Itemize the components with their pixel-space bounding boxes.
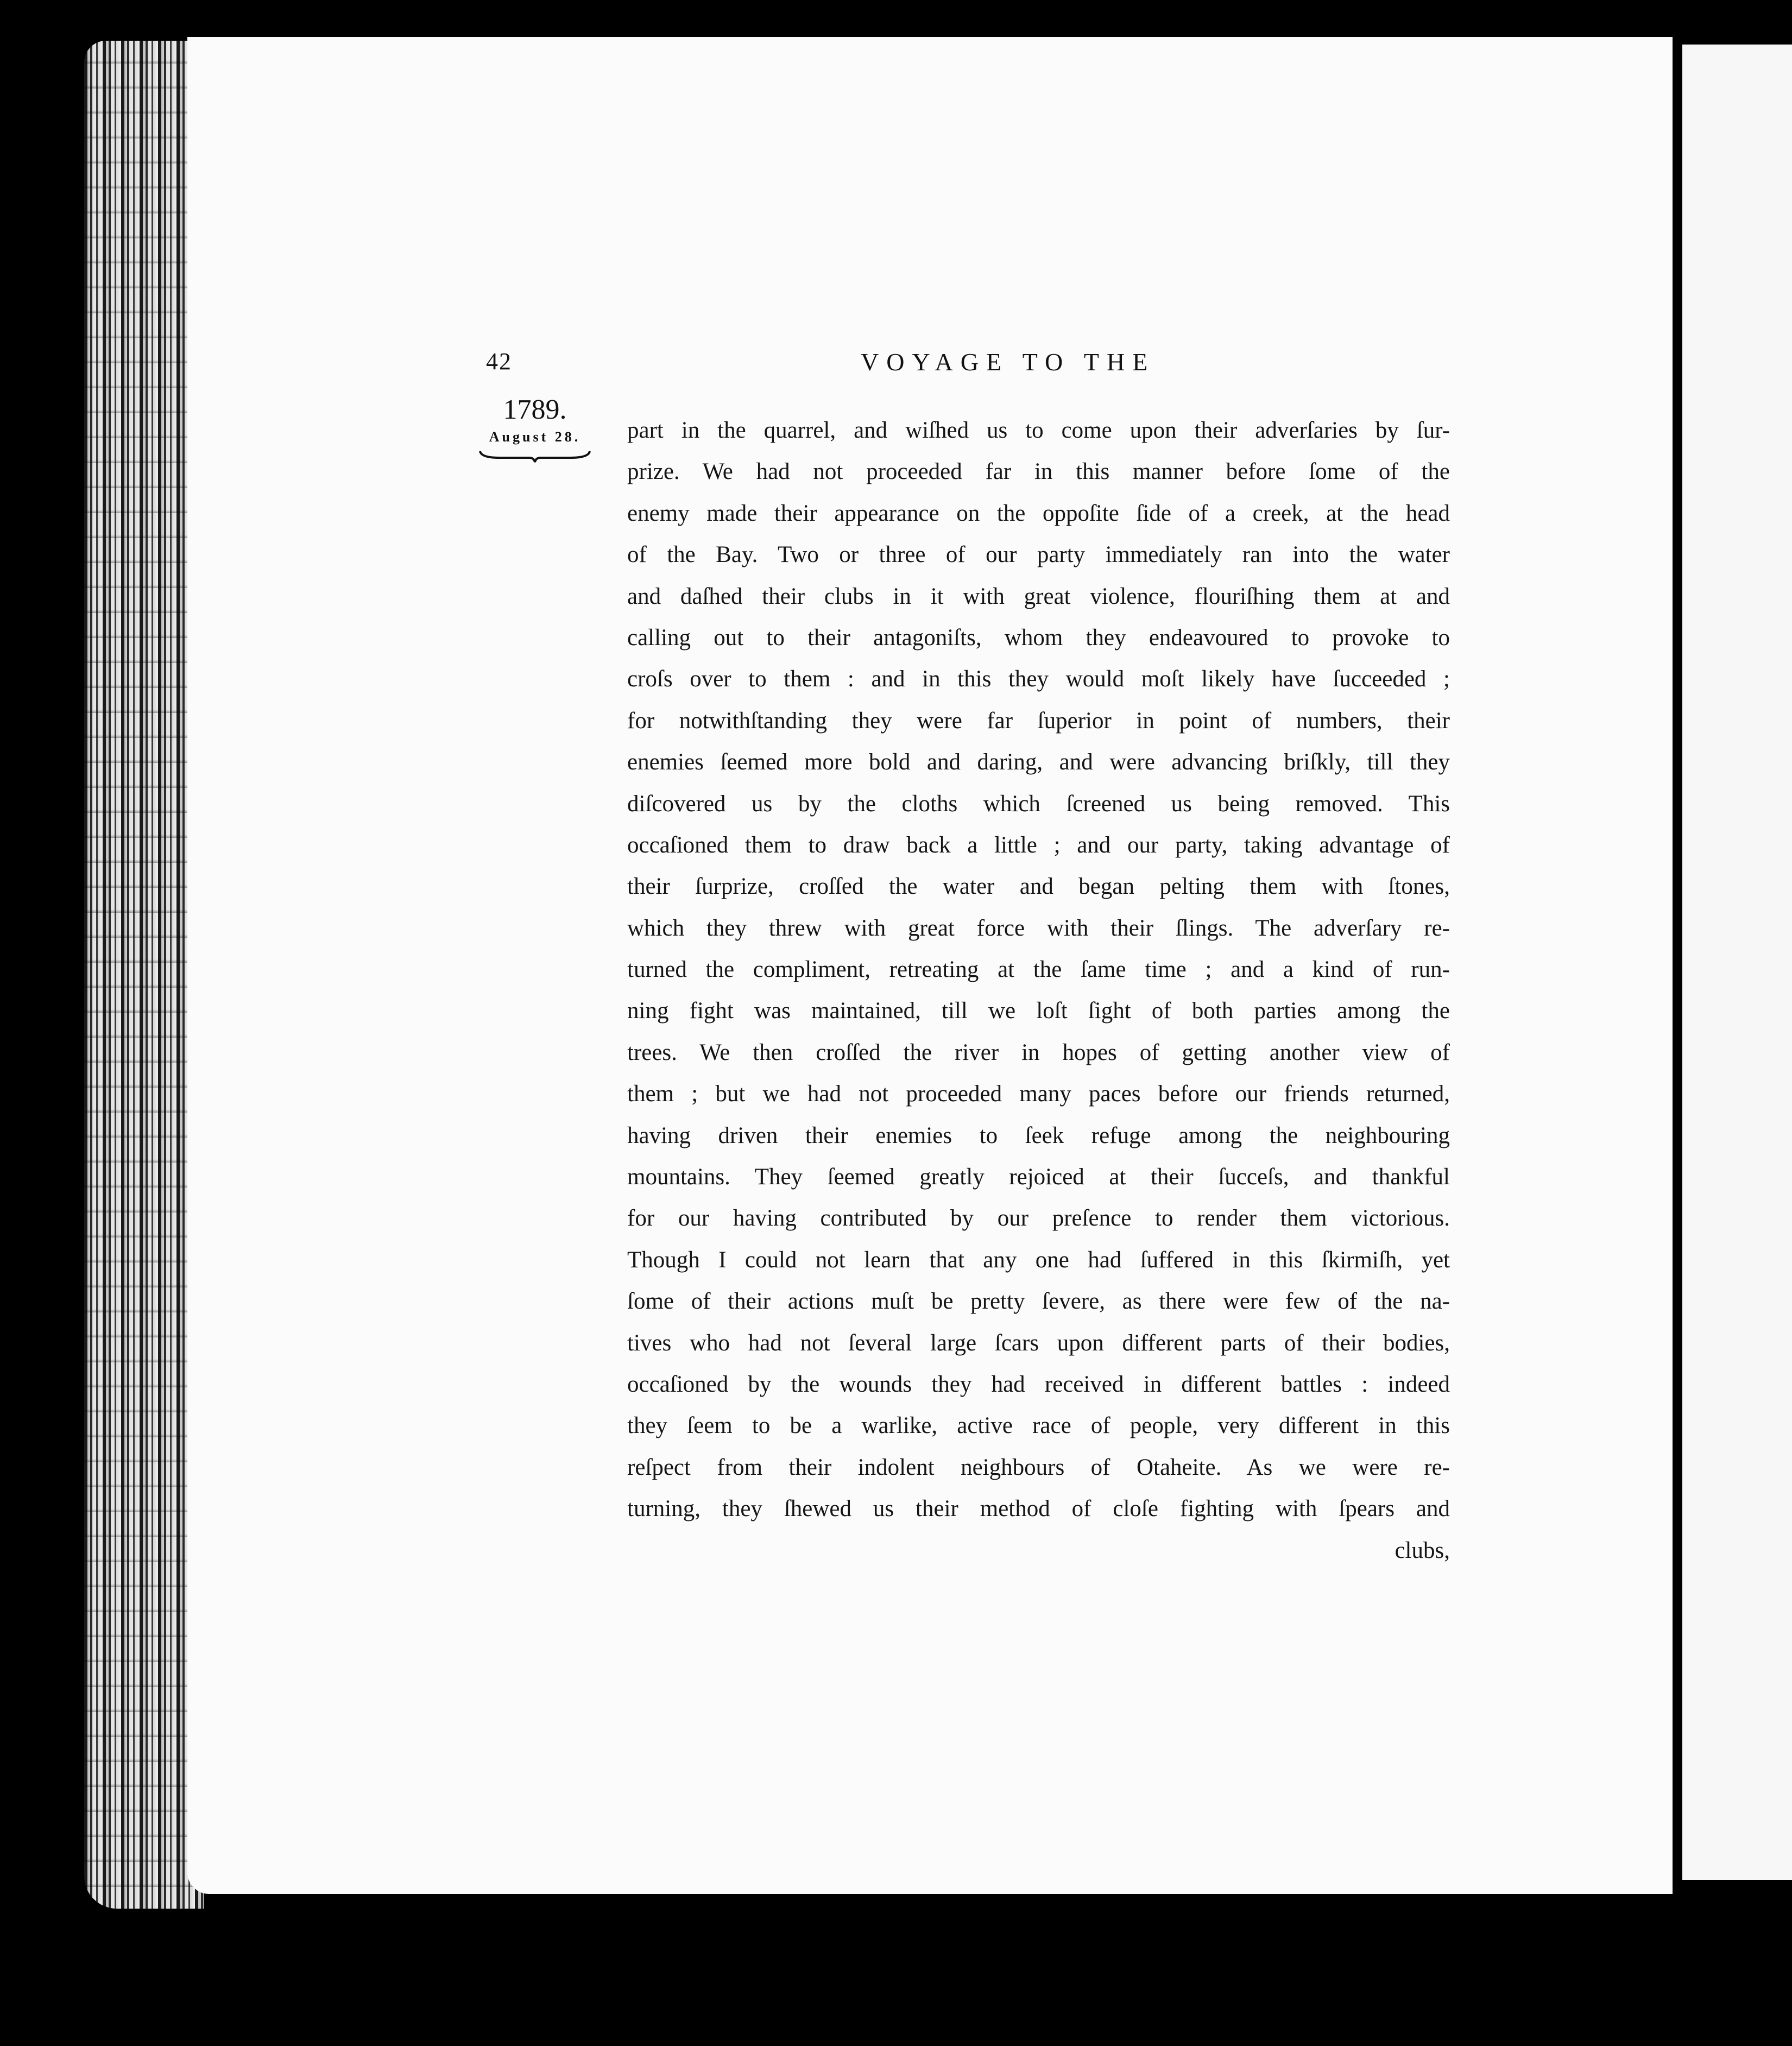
text-line: turning, they ſhewed us their method of cloſe fighting with ſpears and [627,1496,1450,1522]
text-line: their ſurprize, croſſed the water and began pelting them with ſtones, [627,874,1450,900]
book-page-edges [84,41,204,1909]
page-number: 42 [486,348,512,375]
brace-ornament-icon [478,449,592,463]
text-line: them ; but we had not proceeded many paces before our friends returned, [627,1081,1450,1107]
text-line: for our having contributed by our preſence to render them victorious. [627,1205,1450,1232]
text-line: ſome of their actions muſt be pretty ſevere, as there were few of the na- [627,1289,1450,1315]
text-line: turned the compliment, retreating at the ſame time ; and a kind of run- [627,957,1450,983]
running-title: VOYAGE TO THE [861,348,1156,376]
facing-page-edge [1682,45,1792,1880]
text-line: ning fight was maintained, till we loſt ſight of both parties among the [627,998,1450,1024]
text-line: for notwithſtanding they were far ſuperior in point of numbers, their [627,708,1450,734]
text-line: croſs over to them : and in this they would moſt likely have ſucceeded ; [627,666,1450,692]
margin-note [472,394,597,463]
margin-date: August 28. [489,429,581,445]
text-line: having driven their enemies to ſeek refuge among the neighbouring [627,1122,1450,1148]
text-line: enemies ſeemed more bold and daring, and were advancing briſkly, till they [627,749,1450,775]
body-text [627,410,1450,1571]
text-line: Though I could not learn that any one had ſuffered in this ſkirmiſh, yet [627,1247,1450,1273]
text-line: reſpect from their indolent neighbours of Otaheite. As we were re- [627,1454,1450,1480]
text-line: trees. We then croſſed the river in hopes of getting another view of [627,1039,1450,1065]
text-line: diſcovered us by the cloths which ſcreened us being removed. This [627,791,1450,817]
text-line: which they threw with great force with their ſlings. The adverſary re- [627,915,1450,941]
text-line: tives who had not ſeveral large ſcars upon different parts of their bodies, [627,1330,1450,1356]
text-line: mountains. They ſeemed greatly rejoiced at their ſucceſs, and thankful [627,1164,1450,1190]
margin-year: 1789. [503,394,567,425]
catchword: clubs, [1395,1537,1450,1563]
text-line: calling out to their antagoniſts, whom they endeavoured to provoke to [627,624,1450,651]
text-line: of the Bay. Two or three of our party immediately ran into the water [627,542,1450,568]
text-line: occaſioned them to draw back a little ; and our party, taking advantage of [627,832,1450,858]
text-line: and daſhed their clubs in it with great violence, flouriſhing them at and [627,583,1450,609]
text-line: prize. We had not proceeded far in this manner before ſome of the [627,459,1450,485]
text-line: part in the quarrel, and wiſhed us to come upon their adverſaries by ſur- [627,418,1450,443]
text-line: occaſioned by the wounds they had received in different battles : indeed [627,1371,1450,1397]
running-head [0,348,1792,391]
text-line: they ſeem to be a warlike, active race of people, very different in this [627,1413,1450,1439]
text-line: enemy made their appearance on the oppoſite ſide of a creek, at the head [627,500,1450,526]
